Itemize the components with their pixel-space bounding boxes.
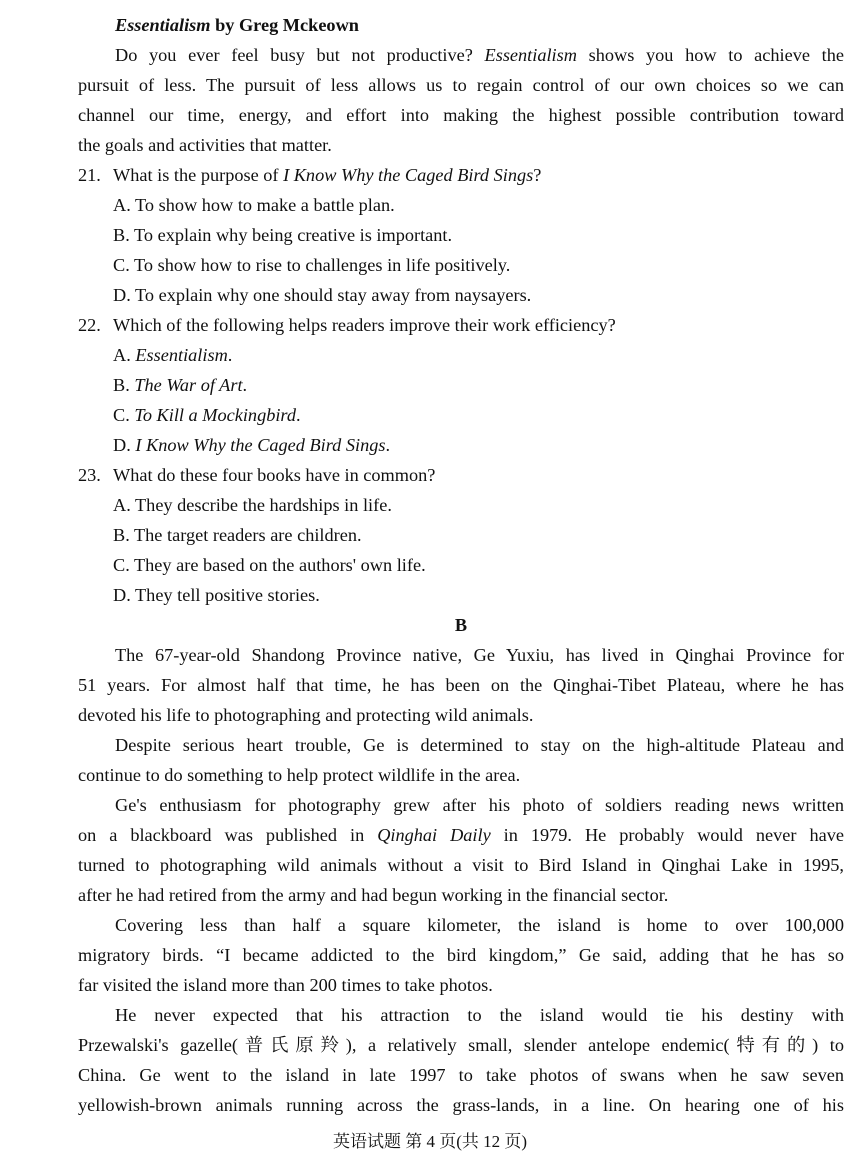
paragraph-line: yellowish-brown animals running across the grass-lands, in a line. On hearing one of his: [78, 1095, 844, 1115]
question-21: 21. What is the purpose of I Know Why the Caged Bird Sings?: [78, 165, 542, 185]
exam-page: [78, 10, 844, 1120]
option-c: C. To Kill a Mockingbird.: [113, 405, 301, 425]
paragraph-line: Covering less than half a square kilometer, the island is home to over 100,000: [115, 915, 844, 935]
option-a: A. To show how to make a battle plan.: [113, 195, 395, 215]
paragraph-line: channel our time, energy, and effort into making the highest possible contribution toward: [78, 105, 844, 125]
question-23: 23. What do these four books have in common?: [78, 465, 436, 485]
book-title: Essentialism by Greg Mckeown: [115, 15, 359, 35]
question-22: 22. Which of the following helps readers improve their work efficiency?: [78, 315, 616, 335]
option-b: B. The War of Art.: [113, 375, 248, 395]
option-b: B. The target readers are children.: [113, 525, 362, 545]
option-a: A. They describe the hardships in life.: [113, 495, 392, 515]
paragraph-line: turned to photographing wild animals without a visit to Bird Island in Qinghai Lake in 1995,: [78, 855, 844, 875]
paragraph-line: Ge's enthusiasm for photography grew after his photo of soldiers reading news written: [115, 795, 844, 815]
paragraph-line: Do you ever feel busy but not productive? Essentialism shows you how to achieve the: [115, 45, 844, 65]
paragraph-line: 51 years. For almost half that time, he has been on the Qinghai-Tibet Plateau, where he has: [78, 675, 844, 695]
paragraph-line: the goals and activities that matter.: [78, 135, 332, 155]
option-b: B. To explain why being creative is important.: [113, 225, 453, 245]
paragraph-line: Przewalski's gazelle(普氏原羚), a relatively small, slender antelope endemic(特有的) to: [78, 1035, 844, 1055]
paragraph-line: devoted his life to photographing and protecting wild animals.: [78, 705, 534, 725]
option-d: D. They tell positive stories.: [113, 585, 320, 605]
paragraph-line: continue to do something to help protect wildlife in the area.: [78, 765, 521, 785]
paragraph-line: far visited the island more than 200 times to take photos.: [78, 975, 493, 995]
paragraph-line: migratory birds. “I became addicted to the bird kingdom,” Ge said, adding that he has so: [78, 945, 844, 965]
paragraph-line: China. Ge went to the island in late 1997 to take photos of swans when he saw seven: [78, 1065, 844, 1085]
section-heading: B: [454, 615, 468, 635]
option-c: C. To show how to rise to challenges in life positively.: [113, 255, 511, 275]
option-d: D. To explain why one should stay away from naysayers.: [113, 285, 532, 305]
option-a: A. Essentialism.: [113, 345, 233, 365]
page-footer: 英语试题 第 4 页(共 12 页): [332, 1132, 528, 1151]
paragraph-line: He never expected that his attraction to the island would tie his destiny with: [115, 1005, 844, 1025]
paragraph-line: Despite serious heart trouble, Ge is determined to stay on the high-altitude Plateau and: [115, 735, 844, 755]
paragraph-line: after he had retired from the army and had begun working in the financial sector.: [78, 885, 669, 905]
paragraph-line: on a blackboard was published in Qinghai Daily in 1979. He probably would never have: [78, 825, 844, 845]
option-d: D. I Know Why the Caged Bird Sings.: [113, 435, 391, 455]
paragraph-line: pursuit of less. The pursuit of less allows us to regain control of our own choices so we can: [78, 75, 844, 95]
paragraph-line: The 67-year-old Shandong Province native, Ge Yuxiu, has lived in Qinghai Province for: [115, 645, 844, 665]
option-c: C. They are based on the authors' own life.: [113, 555, 426, 575]
